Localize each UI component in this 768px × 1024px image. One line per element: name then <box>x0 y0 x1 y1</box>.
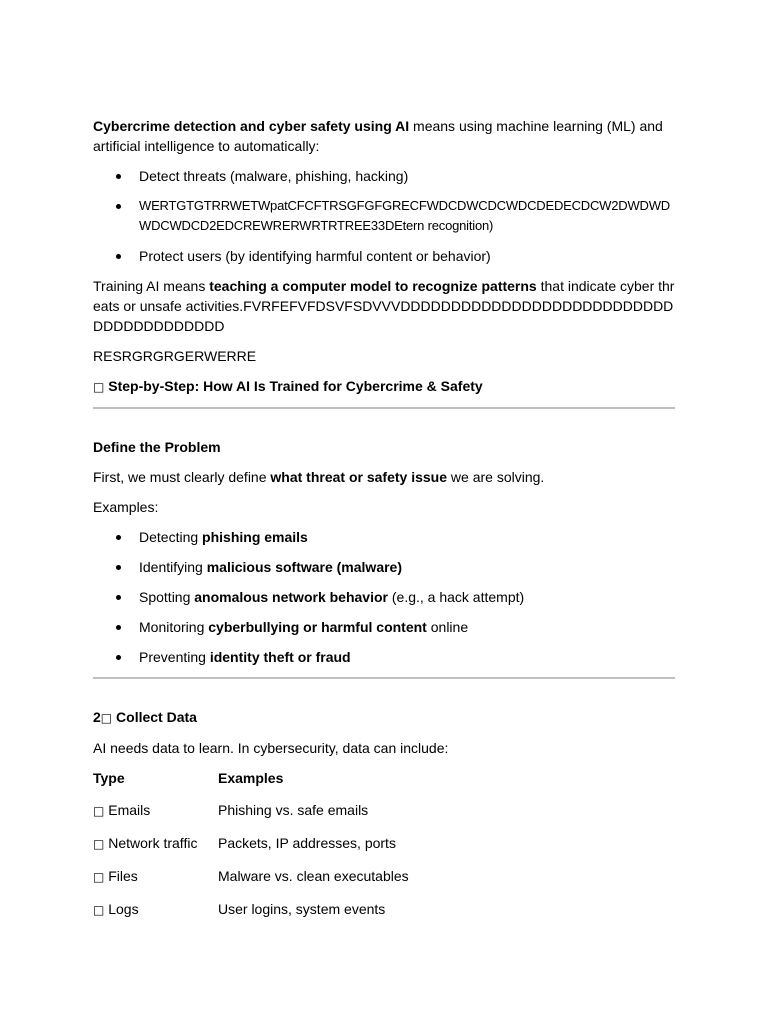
define-paragraph <box>93 467 675 487</box>
example-pre: Preventing <box>139 649 210 665</box>
examples-cell: Packets, IP addresses, ports <box>218 835 396 851</box>
missing-glyph-icon: □ <box>93 870 105 884</box>
step-heading-text: Step-by-Step: How AI Is Trained for Cybercrime & Safety <box>108 378 483 394</box>
list-item <box>93 557 675 577</box>
training-paragraph <box>93 276 675 336</box>
list-item: Protect users (by identifying harmful content or behavior) <box>93 246 675 266</box>
list-item: Detect threats (malware, phishing, hacking) <box>93 166 675 186</box>
list-item <box>93 647 675 667</box>
document-body <box>93 116 675 932</box>
define-lead: First, we must clearly define <box>93 469 271 485</box>
example-bold: anomalous network behavior <box>194 589 388 605</box>
define-heading: Define the Problem <box>93 439 221 455</box>
example-bold: identity theft or fraud <box>209 649 351 665</box>
intro-bullet-list <box>93 166 675 266</box>
table-row <box>93 899 409 932</box>
divider <box>93 407 675 409</box>
type-label: Emails <box>104 802 151 818</box>
training-lead: Training AI means <box>93 278 210 294</box>
missing-glyph-icon: □ <box>93 804 105 818</box>
collect-heading <box>93 707 675 728</box>
column-header-examples: Examples <box>218 770 284 786</box>
training-rest: that indicate cyber threats or unsafe activities.FVRFEFVFDSVFSDVVVDDDDDDDDDDDDDDDDDDDDDDDDDDDDDDDDDDDDDDDD <box>93 278 675 334</box>
step-heading <box>93 376 675 397</box>
define-bold: what threat or safety issue <box>270 469 448 485</box>
collect-intro: AI needs data to learn. In cybersecurity, data can include: <box>93 740 449 756</box>
example-pre: Identifying <box>139 559 207 575</box>
list-item <box>93 587 675 607</box>
type-cell <box>93 866 218 899</box>
define-rest: we are solving. <box>447 469 545 485</box>
missing-glyph-icon: □ <box>93 837 105 851</box>
examples-label: Examples: <box>93 499 159 515</box>
examples-cell: User logins, system events <box>218 901 386 917</box>
table-row <box>93 866 409 899</box>
list-item <box>93 617 675 637</box>
type-label: Files <box>104 868 138 884</box>
example-post: online <box>426 619 469 635</box>
examples-cell: Malware vs. clean executables <box>218 868 409 884</box>
list-item: WERTGTGTRRWETWpatCFCFTRSGFGFGRECFWDCDWCDCWDCDEDECDCW2DWDWDWDCWDCD2EDCREWRERWRTRTREE33DEtern recognition) <box>93 196 675 236</box>
type-cell <box>93 833 218 866</box>
type-label: Network traffic <box>104 835 198 851</box>
garbage-line: RESRGRGRGERWERRE <box>93 348 257 364</box>
example-pre: Detecting <box>139 529 203 545</box>
example-bold: malicious software (malware) <box>206 559 403 575</box>
intro-rest: means using machine learning (ML) and artificial intelligence to automatically: <box>93 118 663 154</box>
missing-glyph-icon: □ <box>93 903 105 917</box>
column-header-type: Type <box>93 770 125 786</box>
list-item <box>93 527 675 547</box>
type-label: Logs <box>104 901 139 917</box>
training-bold: teaching a computer model to recognize patterns <box>209 278 537 294</box>
data-types-table <box>93 768 409 932</box>
collect-heading-number: 2 <box>93 709 101 725</box>
example-pre: Monitoring <box>139 619 209 635</box>
table-row <box>93 800 409 833</box>
example-post: (e.g., a hack attempt) <box>387 589 525 605</box>
examples-cell: Phishing vs. safe emails <box>218 802 369 818</box>
collect-heading-text: Collect Data <box>112 709 197 725</box>
missing-glyph-icon: □ <box>100 711 113 725</box>
example-bold: phishing emails <box>202 529 308 545</box>
intro-paragraph <box>93 116 675 156</box>
intro-bold-lead: Cybercrime detection and cyber safety using AI <box>93 118 410 134</box>
table-header-row <box>93 768 409 800</box>
type-cell <box>93 899 218 932</box>
type-cell <box>93 800 218 833</box>
examples-list <box>93 527 675 667</box>
example-pre: Spotting <box>139 589 195 605</box>
divider <box>93 677 675 679</box>
missing-glyph-icon: □ <box>93 380 105 394</box>
example-bold: cyberbullying or harmful content <box>208 619 427 635</box>
table-row <box>93 833 409 866</box>
